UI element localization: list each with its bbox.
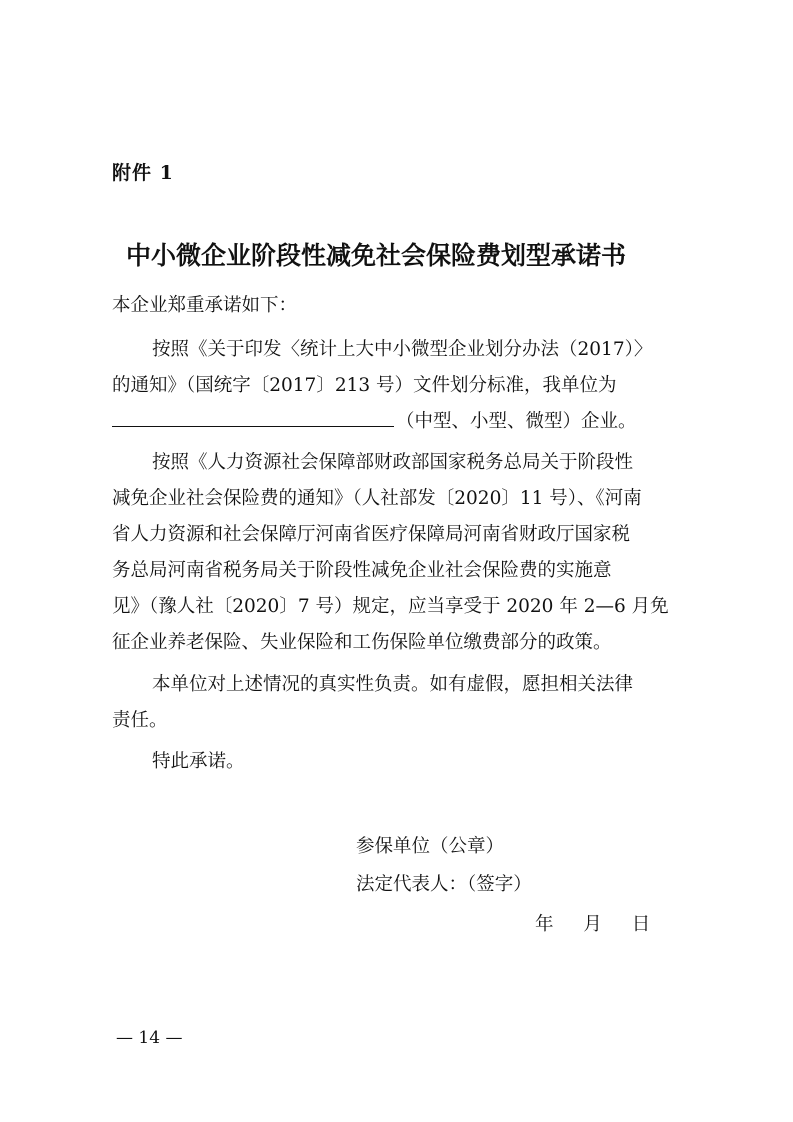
attachment-label: 附件 1	[112, 162, 174, 184]
closing-paragraph	[112, 744, 682, 780]
paragraph-line: 减免企业社会保险费的通知》（人社部发〔2020〕11 号）、《河南	[112, 488, 642, 509]
paragraph-line: 责任。	[112, 710, 168, 731]
paragraph-line: 按照《关于印发〈统计上大中小微型企业划分办法（2017）〉	[152, 339, 653, 360]
document-title: 中小微企业阶段性减免社会保险费划型承诺书	[126, 241, 627, 270]
paragraph-line: 征企业养老保险、失业保险和工伤保险单位缴费部分的政策。	[112, 632, 612, 653]
paragraph-line: 省人力资源和社会保障厅河南省医疗保障局河南省财政厅国家税	[112, 524, 631, 545]
legal-representative-label: 法定代表人：（签字）	[356, 874, 532, 895]
closing-line: 特此承诺。	[152, 751, 245, 772]
unit-seal-label: 参保单位（公章）	[356, 836, 505, 857]
classification-paragraph	[112, 332, 682, 440]
fill-in-blank	[112, 406, 394, 427]
date-label: 年 月 日	[535, 914, 651, 935]
paragraph-line: 见》（豫人社〔2020〕7 号）规定，应当享受于 2020 年 2—6 月免	[112, 596, 669, 617]
policy-paragraph	[112, 445, 682, 661]
paragraph-line	[112, 404, 682, 440]
enterprise-type-options: （中型、小型、微型）企业。	[396, 411, 637, 432]
paragraph-line: 本单位对上述情况的真实性负责。如有虚假，愿担相关法律	[152, 674, 634, 695]
paragraph-line: 按照《人力资源社会保障部财政部国家税务总局关于阶段性	[152, 452, 634, 473]
opening-line: 本企业郑重承诺如下：	[112, 295, 298, 316]
responsibility-paragraph	[112, 667, 682, 739]
page-number: — 14 —	[116, 1028, 183, 1048]
paragraph-line: 的通知》（国统字〔2017〕213 号）文件划分标准，我单位为	[112, 375, 617, 396]
paragraph-line: 务总局河南省税务局关于阶段性减免企业社会保险费的实施意	[112, 560, 612, 581]
opening-paragraph	[112, 288, 682, 324]
